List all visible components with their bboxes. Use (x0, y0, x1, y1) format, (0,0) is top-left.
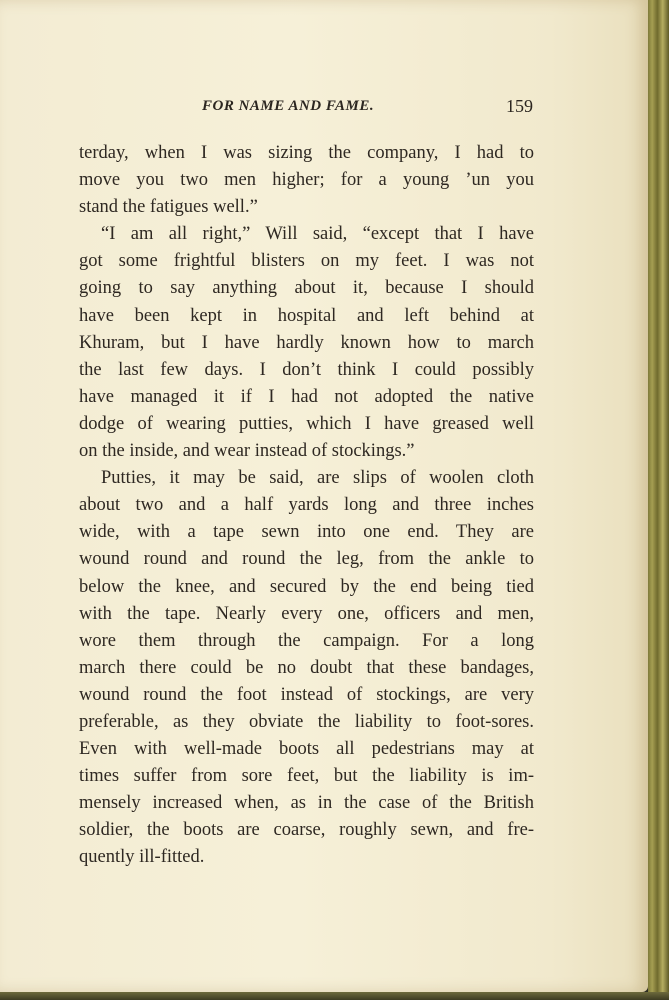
text-line: Even with well-made boots all pedestrians may at (79, 739, 534, 760)
text-line: march there could be no doubt that these bandages, (79, 657, 534, 678)
body-text (79, 140, 534, 872)
text-line: “I am all right,” Will said, “except that I have (101, 224, 534, 245)
text-line: got some frightful blisters on my feet. I was not (79, 251, 534, 272)
text-line: times suffer from sore feet, but the liability is im- (79, 766, 534, 787)
text-line: on the inside, and wear instead of stockings.” (79, 441, 415, 462)
text-line: quently ill-fitted. (79, 847, 205, 868)
text-line: with the tape. Nearly every one, officers and men, (79, 603, 534, 624)
text-line: preferable, as they obviate the liability to foot-sores. (79, 711, 534, 732)
text-line: have managed it if I had not adopted the native (79, 386, 534, 407)
text-line: below the knee, and secured by the end being tied (79, 576, 534, 597)
text-line: wound round the foot instead of stockings, are very (79, 684, 534, 705)
page-number: 159 (506, 96, 533, 116)
text-line: wide, with a tape sewn into one end. They are (79, 522, 534, 543)
page-edge (648, 0, 669, 1000)
text-line: Khuram, but I have hardly known how to march (79, 332, 534, 353)
text-line: wound round and round the leg, from the ankle to (79, 549, 534, 570)
text-line: soldier, the boots are coarse, roughly sewn, and fre- (79, 820, 534, 841)
text-line: wore them through the campaign. For a long (79, 630, 534, 651)
text-line: the last few days. I don’t think I could possibly (79, 359, 534, 380)
text-line: have been kept in hospital and left behind at (79, 305, 534, 326)
text-line: stand the fatigues well.” (79, 197, 258, 218)
bottom-edge (0, 992, 669, 1000)
text-line: move you two men higher; for a young ’un you (79, 170, 534, 191)
text-line: mensely increased when, as in the case of the British (79, 793, 534, 814)
running-title: FOR NAME AND FAME. (202, 98, 375, 114)
text-line: terday, when I was sizing the company, I had to (79, 143, 534, 163)
text-line: about two and a half yards long and three inches (79, 495, 534, 516)
running-head (0, 98, 648, 122)
text-line: dodge of wearing putties, which I have greased well (79, 413, 534, 434)
text-line: going to say anything about it, because I should (79, 278, 534, 299)
text-line: Putties, it may be said, are slips of woolen cloth (101, 468, 534, 489)
